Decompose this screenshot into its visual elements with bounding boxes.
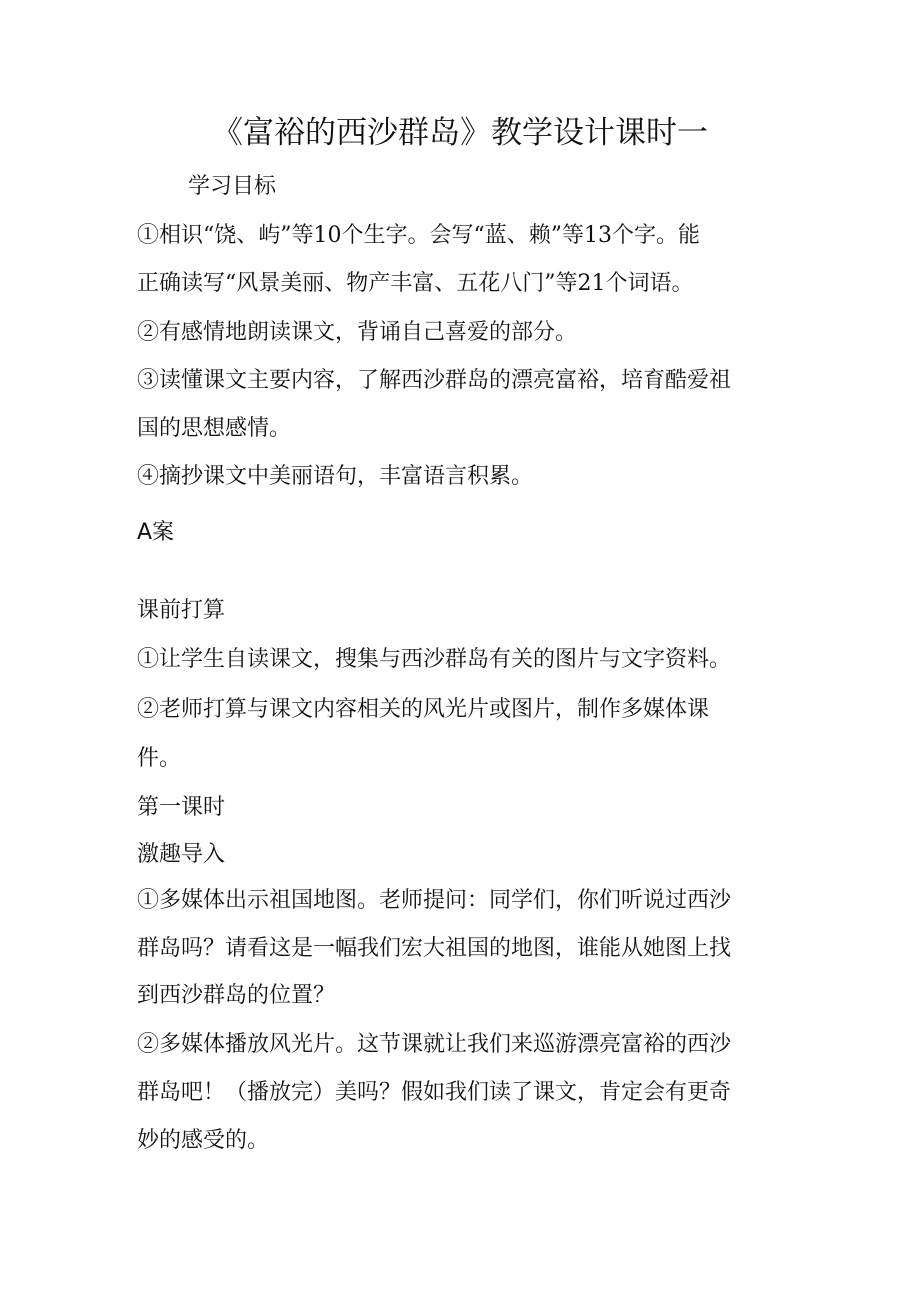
paragraph-line: ①相识“饶、屿”等10个生字。会写“蓝、赖”等13个字。能: [137, 223, 700, 248]
paragraph-line: 正确读写“风景美丽、物产丰富、五花八门”等21个词语。: [137, 271, 694, 296]
section-heading-preparation: 课前打算: [137, 598, 226, 623]
section-heading-plan-a: A案: [137, 520, 175, 545]
document-title: 《富裕的西沙群岛》教学设计课时一: [212, 115, 708, 151]
paragraph-line: 群岛吧！（播放完）美吗？假如我们读了课文，肯定会有更奇: [137, 1080, 732, 1105]
paragraph-line: ②有感情地朗读课文，背诵自己喜爱的部分。: [137, 320, 578, 345]
section-heading-first-lesson: 第一课时: [137, 795, 226, 820]
paragraph-line: ④摘抄课文中美丽语句，丰富语言积累。: [137, 464, 534, 489]
section-heading-learning-goals: 学习目标: [188, 174, 277, 199]
paragraph-line: 到西沙群岛的位置？: [137, 983, 336, 1008]
paragraph-line: ②老师打算与课文内容相关的风光片或图片，制作多媒体课: [137, 697, 710, 722]
paragraph-line: 妙的感受的。: [137, 1128, 270, 1153]
paragraph-line: ①多媒体出示祖国地图。老师提问：同学们，你们听说过西沙: [137, 888, 732, 913]
paragraph-line: 件。: [137, 746, 182, 771]
paragraph-line: 国的思想感情。: [137, 416, 292, 441]
paragraph-line: ①让学生自读课文，搜集与西沙群岛有关的图片与文字资料。: [137, 647, 732, 672]
paragraph-line: ③读懂课文主要内容，了解西沙群岛的漂亮富裕，培育酷爱祖: [137, 368, 732, 393]
paragraph-line: 群岛吗？请看这是一幅我们宏大祖国的地图，谁能从她图上找: [137, 936, 732, 961]
section-heading-introduction: 激趣导入: [137, 842, 226, 867]
paragraph-line: ②多媒体播放风光片。这节课就让我们来巡游漂亮富裕的西沙: [137, 1032, 732, 1057]
